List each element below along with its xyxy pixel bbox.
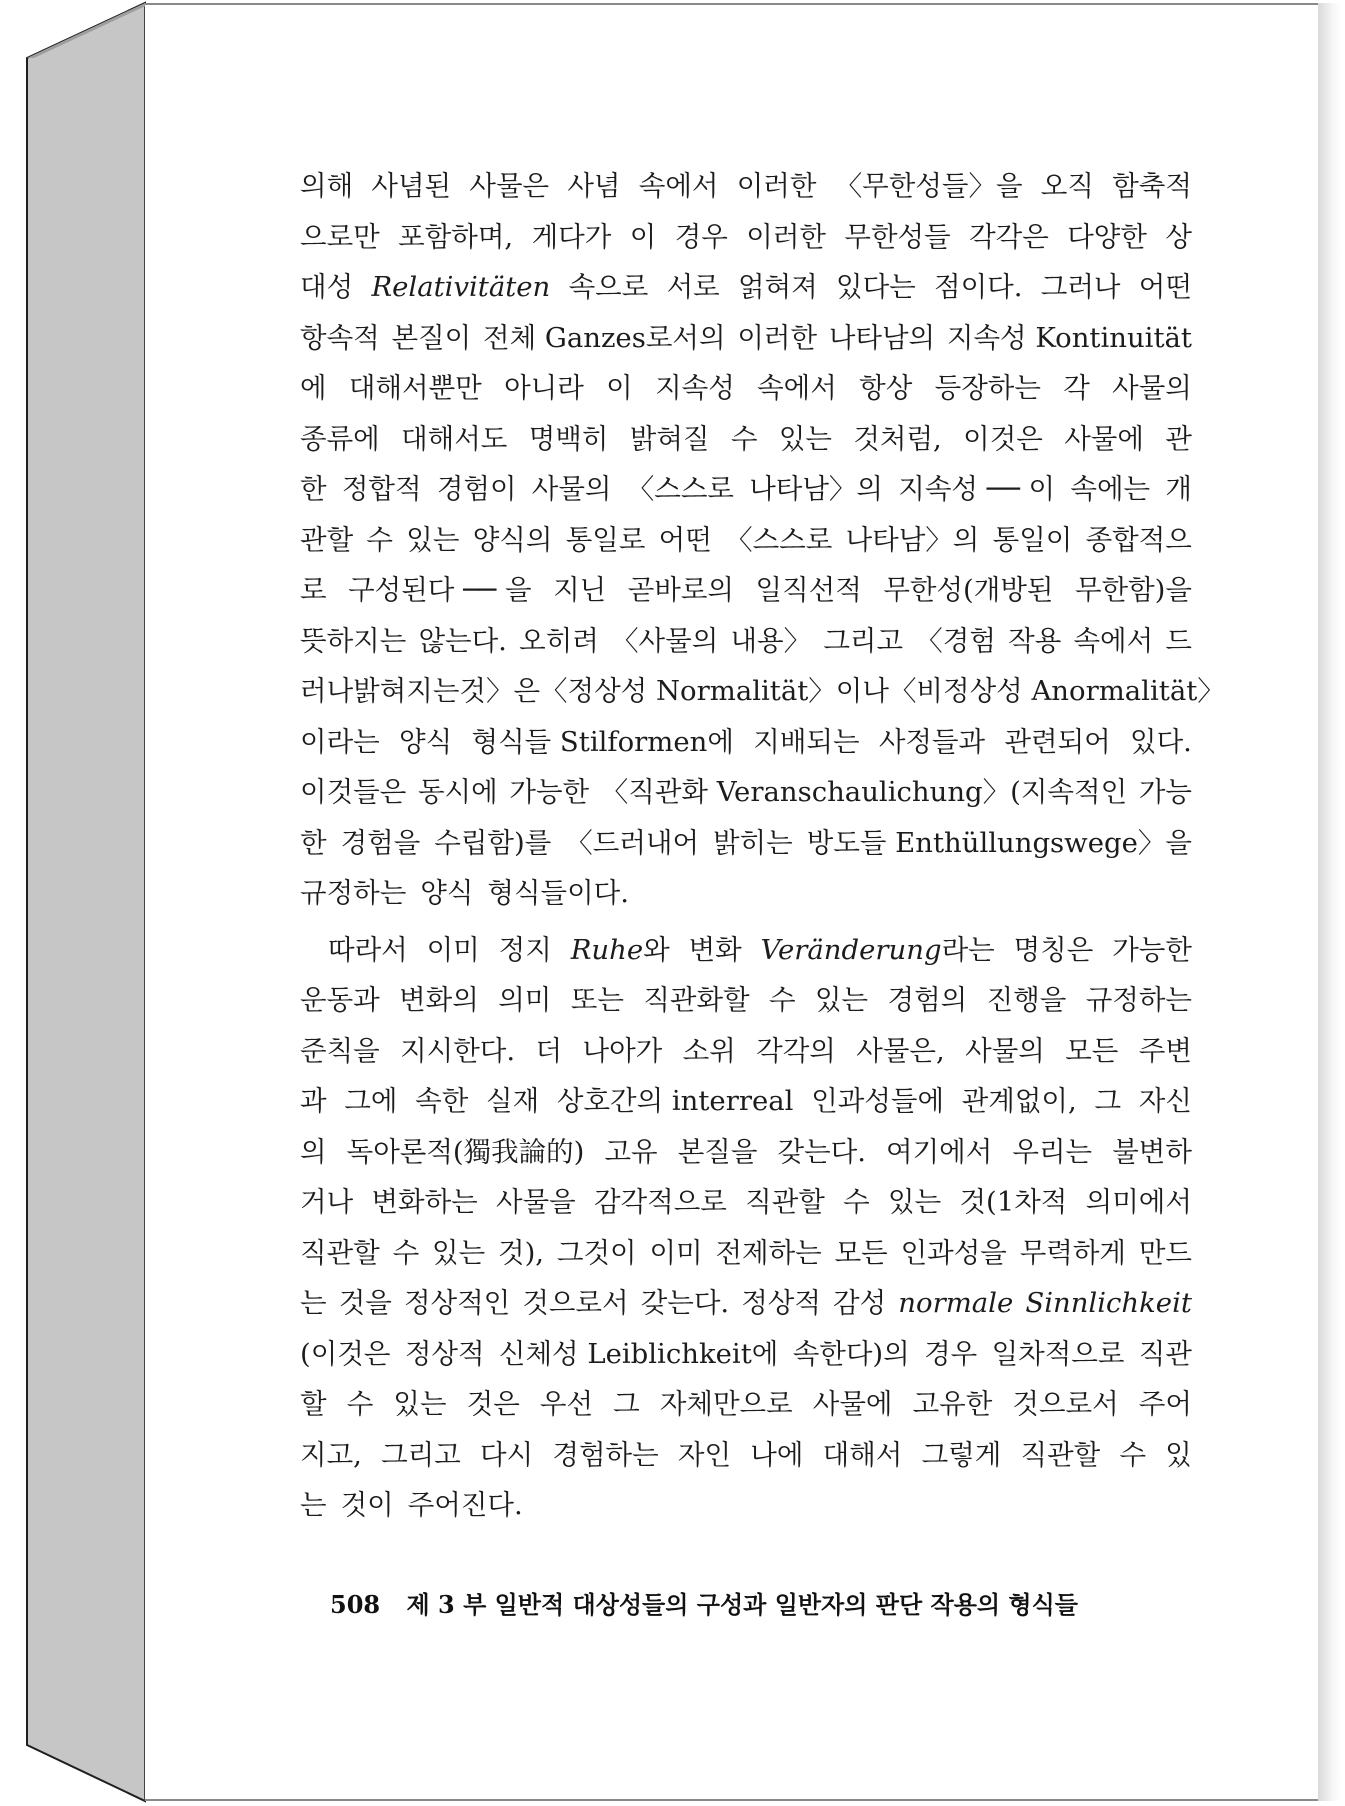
word: 직관: [1138, 1337, 1192, 1370]
word: 〈경험: [915, 624, 996, 657]
text-line: [300, 1430, 1192, 1481]
word: 고유한: [912, 1388, 993, 1420]
word: 드: [1165, 624, 1192, 657]
word: 아니라: [504, 372, 584, 404]
word: 있다는: [836, 271, 916, 303]
word: 한: [300, 826, 327, 859]
word: 경우: [674, 220, 728, 253]
word: 감각적으로: [594, 1186, 727, 1218]
word: 는: [300, 1489, 327, 1521]
word: 명칭은: [1013, 933, 1094, 966]
word: 이: [606, 372, 633, 404]
word: 있는: [432, 1236, 486, 1269]
running-head: 제 3 부 일반적 대상성들의 구성과 일반자의 판단 작용의 형식들: [406, 1590, 1078, 1619]
word: 경험을: [340, 826, 421, 859]
word: 로: [300, 574, 327, 606]
word: 모든: [1065, 1034, 1119, 1067]
word: 각각의: [756, 1034, 836, 1067]
word: 어떤: [1138, 271, 1192, 303]
word: 있는: [393, 1388, 447, 1420]
word: 점이다.: [934, 271, 1023, 303]
word: 다양한: [1067, 220, 1147, 253]
text-line: [300, 515, 1192, 566]
word: 형식들이다.: [487, 877, 629, 909]
word: 우리는: [1012, 1135, 1093, 1168]
word: 서로: [666, 271, 720, 303]
word: 따라서: [328, 933, 408, 966]
word: 지고,: [300, 1438, 362, 1471]
word: 지배되는: [753, 725, 860, 758]
word: 전제하는: [715, 1236, 822, 1269]
word: 것으로서: [522, 1287, 629, 1319]
word: 개: [1165, 473, 1192, 505]
word: 사물에: [812, 1388, 893, 1420]
word: 종합적으: [1085, 523, 1192, 556]
word: 고유: [604, 1135, 658, 1168]
text-line: [300, 363, 1192, 414]
word: 이러한: [736, 170, 817, 202]
word: 대해서도: [401, 422, 508, 455]
word: 경험하는: [552, 1438, 659, 1471]
word: 〈사물의: [611, 624, 719, 657]
word: 이러한: [746, 220, 826, 253]
word: 나에: [750, 1438, 804, 1471]
word: 그렇게: [921, 1438, 1002, 1471]
word: 수: [768, 984, 796, 1016]
word: 속에서: [1073, 624, 1154, 657]
word: 자신: [1138, 1085, 1192, 1117]
word: 것〉은: [459, 675, 541, 707]
word: 어떤: [658, 523, 712, 556]
word: 러나: [300, 675, 354, 707]
word: Relativitäten: [371, 271, 551, 303]
word: 사물의: [1112, 372, 1192, 404]
word: 사정들과: [878, 725, 986, 758]
word: 그리고: [381, 1438, 461, 1471]
word: 형식들 Stilformen에: [471, 725, 734, 758]
word: 대성: [300, 271, 354, 303]
word: 곧바로의: [627, 574, 734, 606]
word: 〈스스로: [626, 473, 734, 505]
word: 사물의: [531, 473, 612, 505]
word: 수: [730, 422, 758, 455]
word: 의미: [498, 984, 552, 1016]
word: 일차적으로: [991, 1337, 1125, 1370]
word: 있는: [406, 523, 460, 556]
word: 포함하며,: [398, 220, 514, 253]
word: normale: [898, 1287, 1014, 1319]
word: 사념: [567, 170, 621, 202]
word: 신체성 Leiblichkeit에: [498, 1337, 779, 1370]
word: 종류에: [300, 422, 380, 455]
word: 수: [843, 1186, 870, 1218]
word: 주어: [1138, 1388, 1192, 1420]
word: 지닌: [553, 574, 607, 606]
word: 이미: [426, 933, 480, 966]
word: Veränderung라는: [760, 933, 995, 966]
word: 정상적인: [403, 1287, 511, 1319]
word: 그리고: [823, 624, 904, 657]
text-line: [300, 262, 1192, 313]
word: 속에서: [757, 372, 837, 404]
word: 수: [1119, 1438, 1147, 1471]
word: 다시: [480, 1438, 534, 1471]
text-line: [300, 818, 1192, 869]
word: Ruhe와: [570, 933, 670, 966]
word: 사물의: [965, 1034, 1045, 1067]
text-line: [300, 313, 1192, 364]
page-right-shadow: [1318, 3, 1342, 1801]
word: 무한성들: [844, 220, 951, 253]
word: 무한함)을: [1074, 574, 1192, 606]
word: 정상적: [404, 1337, 485, 1370]
word: 또는: [570, 984, 624, 1016]
word: 통일이: [992, 523, 1073, 556]
word: 명백히: [528, 422, 609, 455]
word: 직관할: [745, 1186, 825, 1218]
word: 그: [613, 1388, 640, 1420]
word: 소위: [682, 1034, 736, 1067]
word: 경험의: [887, 984, 968, 1016]
word: 자체만으로: [659, 1388, 793, 1420]
word: 전체 Ganzes로서의: [483, 321, 726, 354]
text-line: [300, 666, 1225, 717]
word: 수: [346, 1388, 374, 1420]
word: 본질이: [391, 321, 472, 354]
page-top-edge: [145, 3, 1320, 5]
book-spine-face: [27, 3, 145, 1801]
word: 게다가: [531, 220, 612, 253]
page-number: 508: [330, 1590, 381, 1619]
word: 본질을: [677, 1135, 758, 1168]
word: 이미: [649, 1236, 703, 1269]
text-line: [300, 868, 1192, 919]
word: 변화하는: [371, 1186, 478, 1218]
text-line: [300, 925, 1192, 976]
word: 각: [1063, 372, 1090, 404]
word: 갖는다.: [640, 1287, 730, 1319]
word: 가능한: [1112, 933, 1192, 966]
page-footer: [330, 1585, 1150, 1620]
word: 직관할: [300, 1236, 380, 1269]
word: 일직선적: [755, 574, 862, 606]
word: 불변하: [1112, 1135, 1192, 1168]
word: 경우: [924, 1337, 978, 1370]
text-line: [300, 1379, 1192, 1430]
word: 주어진다.: [407, 1489, 523, 1521]
word: 속한다)의: [792, 1337, 910, 1370]
word: 〈스스로: [725, 523, 833, 556]
word: 〈직관화 Veranschaulichung〉(지속적인: [600, 776, 1128, 808]
word: 동시에: [417, 776, 498, 808]
word: 인과성을: [900, 1236, 1007, 1269]
word: 가능한: [509, 776, 590, 808]
word: 정합적: [341, 473, 422, 505]
word: 밝히는: [713, 826, 793, 859]
word: 지속성 Kontinuität: [946, 321, 1192, 354]
word: 정지: [498, 933, 552, 966]
word: 거나: [300, 1186, 354, 1218]
word: 운동과: [300, 984, 380, 1016]
word: 관할: [300, 523, 354, 556]
word: 관계없이,: [961, 1085, 1077, 1117]
word: 〈비정상성 Anormalität〉: [888, 675, 1225, 707]
word: Sinnlichkeit: [1025, 1287, 1192, 1319]
word: 직관할: [1020, 1438, 1101, 1471]
word: 의해: [300, 170, 354, 202]
text-line: [300, 616, 1192, 667]
word: 무한성(개방된: [883, 574, 1054, 606]
text-line: [300, 1329, 1192, 1380]
word: 의: [300, 1135, 327, 1168]
word: 등장하는: [934, 372, 1041, 404]
word: 속으로: [568, 271, 649, 303]
word: 준칙을: [300, 1034, 380, 1067]
word: 그: [1094, 1085, 1122, 1117]
text-line: [300, 565, 1192, 616]
word: 오히려: [519, 624, 599, 657]
word: 것),: [498, 1236, 545, 1269]
word: 인과성들에: [811, 1085, 945, 1117]
text-line: [300, 212, 1192, 263]
word: 통일로: [565, 523, 646, 556]
word: 여기에서: [886, 1135, 993, 1168]
word: 관련되어: [1004, 725, 1111, 758]
word: 자인: [677, 1438, 732, 1471]
word: 〈드러내어: [565, 826, 700, 859]
word: 내용〉: [730, 624, 812, 657]
word: 할: [300, 1388, 327, 1420]
word: 그러나: [1040, 271, 1121, 303]
word: 더: [535, 1034, 563, 1067]
word: 것처럼,: [853, 422, 942, 455]
word: 있는: [888, 1186, 942, 1218]
word: 속한: [415, 1085, 469, 1117]
word: 지시한다.: [400, 1034, 516, 1067]
word: 양식: [420, 877, 474, 909]
word: 규정하는: [300, 877, 407, 909]
word: 만드: [1138, 1236, 1192, 1269]
word: 정상적: [741, 1287, 821, 1319]
word: 않는다.: [418, 624, 507, 657]
word: 함축적: [1112, 170, 1192, 202]
word: 으로만: [300, 220, 380, 253]
word: 가능: [1138, 776, 1192, 808]
word: 항속적: [300, 321, 380, 354]
word: 과: [300, 1085, 327, 1117]
text-line: [300, 1278, 1192, 1329]
word: 밝혀지는: [353, 675, 460, 707]
word: 는: [300, 1287, 327, 1319]
word: 한: [300, 473, 327, 505]
text-line: [300, 767, 1192, 818]
word: 있는: [778, 422, 832, 455]
word: 모든: [834, 1236, 888, 1269]
word: 주변: [1138, 1034, 1192, 1067]
text-line: [300, 161, 1192, 212]
word: 구성된다 ── 을: [348, 574, 532, 606]
word: 대해서: [822, 1438, 903, 1471]
word: 나타남〉의: [749, 473, 883, 505]
word: 이라는: [300, 725, 380, 758]
word: 무력하게: [1019, 1236, 1126, 1269]
word: 우선: [539, 1388, 594, 1420]
word: 갖는다.: [777, 1135, 866, 1168]
word: (이것은: [300, 1337, 391, 1370]
text-line: [300, 1076, 1192, 1127]
text-line: [300, 1026, 1192, 1077]
word: 수: [392, 1236, 420, 1269]
word: 오직: [1040, 170, 1094, 202]
word: 수: [366, 523, 393, 556]
text-line: [300, 1228, 1192, 1279]
word: 밝혀질: [629, 422, 710, 455]
word: 나타남〉의: [845, 523, 980, 556]
page-bottom-edge: [145, 1799, 1320, 1801]
word: 지속성 ── 이: [898, 473, 1056, 505]
word: 직관화할: [643, 984, 750, 1016]
word: 뜻하지는: [300, 624, 407, 657]
text-line: [300, 1127, 1192, 1178]
text-line: [300, 414, 1192, 465]
word: 각각은: [969, 220, 1049, 253]
word: 상: [1165, 220, 1192, 253]
text-line: [300, 1480, 1192, 1531]
word: 수립함)를: [434, 826, 552, 859]
word: 이: [629, 220, 657, 253]
word: 나아가: [582, 1034, 663, 1067]
word: 것이: [340, 1489, 394, 1521]
word: 변화: [688, 933, 742, 966]
word: 것(1차적: [959, 1186, 1068, 1218]
word: 〈무한성들〉을: [834, 170, 1023, 202]
word: 항상: [859, 372, 913, 404]
word: 에: [300, 372, 327, 404]
word: 그것이: [556, 1236, 637, 1269]
text-line: [300, 975, 1192, 1026]
word: 그에: [344, 1085, 398, 1117]
word: 사물은,: [856, 1034, 945, 1067]
word: 사물을: [496, 1186, 576, 1218]
word: 사물에: [1064, 422, 1144, 455]
word: 속에서: [638, 170, 719, 202]
word: 사물은: [469, 170, 550, 202]
word: 경험이: [436, 473, 517, 505]
word: 있다.: [1130, 725, 1192, 758]
word: 상호간의 interreal: [556, 1085, 794, 1117]
text-line: [300, 464, 1192, 515]
word: 규정하는: [1085, 984, 1192, 1016]
word: 있: [1165, 1438, 1192, 1471]
word: 〈정상성 Normalität〉이나: [540, 675, 889, 707]
word: 대해서뿐만: [348, 372, 482, 404]
word: 나타남의: [828, 321, 936, 354]
word: 관: [1165, 422, 1192, 455]
text-line: [300, 717, 1192, 768]
word: 양식의: [472, 523, 553, 556]
word: 지속성: [655, 372, 735, 404]
word: 양식: [399, 725, 453, 758]
word: 변화의: [399, 984, 479, 1016]
text-line: [300, 1177, 1192, 1228]
word: 있는: [814, 984, 869, 1016]
word: 얽혀져: [738, 271, 818, 303]
word: 이러한: [737, 321, 818, 354]
word: 것은: [466, 1388, 520, 1420]
body-text: [300, 161, 1225, 1531]
word: 것으로서: [1012, 1388, 1119, 1420]
word: 이것은: [963, 422, 1043, 455]
word: 속에는: [1070, 473, 1151, 505]
word: 진행을: [986, 984, 1067, 1016]
word: 작용: [1008, 624, 1062, 657]
word: 사념된: [371, 170, 452, 202]
word: 실재: [486, 1085, 540, 1117]
word: 것을: [338, 1287, 392, 1319]
word: 감성: [833, 1287, 887, 1319]
word: 의미에서: [1085, 1186, 1192, 1218]
word: 독아론적(獨我論的): [346, 1135, 585, 1168]
word: 이것들은: [300, 776, 407, 808]
word: 방도들 Enthüllungswege〉을: [806, 826, 1192, 859]
